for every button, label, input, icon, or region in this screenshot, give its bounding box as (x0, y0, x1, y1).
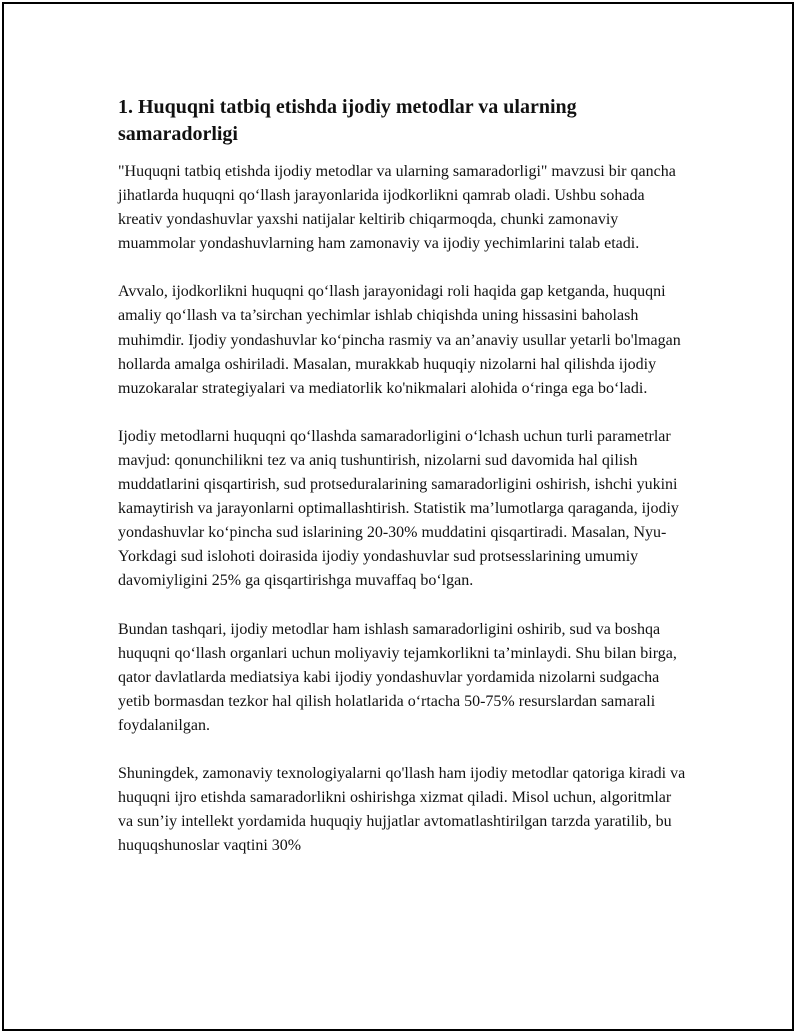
paragraph-technologies: Shuningdek, zamonaviy texnologiyalarni qo'llash ham ijodiy metodlar qatoriga kiradi va huquqni ijro etishda samaradorlikni oshirishga xizmat qiladi. Misol uchun, algoritmlar va sun’iy intellekt yordamida huquqiy hujjatlar avtomatlashtirilgan tarzda yaratilib, bu huquqshunoslar vaqtini 30% (118, 764, 686, 855)
section-heading: 1. Huquqni tatbiq etishda ijodiy metodlar va ularning samaradorligi (118, 96, 577, 145)
paragraph-intro: "Huquqni tatbiq etishda ijodiy metodlar va ularning samaradorligi" mavzusi bir qancha jihatlarda huquqni qo‘llash jarayonlarida ijodkorlikni qamrab oladi. Ushbu sohada kreativ yondashuvlar yaxshi natijalar keltirib chiqarmoqda, chunki zamonaviy muammolar yondashuvlarning ham zamonaviy va ijodiy yechimlarini talab etadi. (118, 163, 676, 253)
paragraph-financial-savings: Bundan tashqari, ijodiy metodlar ham ishlash samaradorligini oshirib, sud va boshqa huquqni qo‘llash organlari uchun moliyaviy tejamkorlikni ta’minlaydi. Shu bilan birga, qator davlatlarda mediatsiya kabi ijodiy yondashuvlar yordamida nizolarni sudgacha yetib bormasdan tezkor hal qilish holatlarida o‘rtacha 50-75% resurslardan samarali foydalanilgan. (118, 620, 677, 734)
document-body (118, 94, 688, 882)
paragraph-creativity-role: Avvalo, ijodkorlikni huquqni qo‘llash jarayonidagi roli haqida gap ketganda, huquqni amaliy qo‘llash va ta’sirchan yechimlar ishlab chiqishda uning hissasini baholash muhimdir. Ijodiy yondashuvlar ko‘pincha rasmiy va an’anaviy usullar yetarli bo'lmagan hollarda amalga oshiriladi. Masalan, murakkab huquqiy nizolarni hal qilishda ijodiy muzokaralar strategiyalari va mediatorlik ko'nikmalari alohida o‘ringa ega bo‘ladi. (118, 283, 681, 397)
paragraph-effectiveness-metrics: Ijodiy metodlarni huquqni qo‘llashda samaradorligini o‘lchash uchun turli parametrlar mavjud: qonunchilikni tez va aniq tushuntirish, nizolarni sud davomida hal qilish muddatlarini qisqartirish, sud protseduralarining samaradorligini oshirish, ishchi yukini kamaytirish va jarayonlarni optimallashtirish. Statistik ma’lumotlarga qaraganda, ijodiy yondashuvlar ko‘pincha sud islarining 20-30% muddatini qisqartiradi. Masalan, Nyu-Yorkdagi sud islohoti doirasida ijodiy yondashuvlar sud protsesslarining umumiy davomiyligini 25% ga qisqartirishga muvaffaq bo‘lgan. (118, 427, 679, 590)
